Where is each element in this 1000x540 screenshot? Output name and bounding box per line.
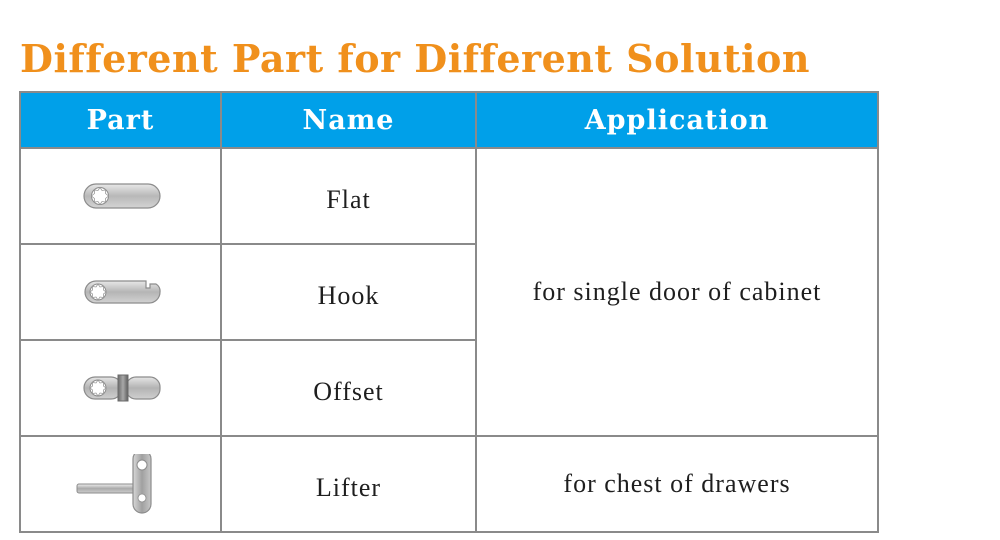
header-name: Name bbox=[221, 92, 476, 148]
application-cell: for chest of drawers bbox=[476, 436, 878, 532]
part-name: Offset bbox=[221, 340, 476, 436]
part-image-cell bbox=[20, 436, 221, 532]
offset-cam-icon bbox=[76, 368, 166, 408]
part-image-cell bbox=[20, 148, 221, 244]
part-name: Hook bbox=[221, 244, 476, 340]
header-part: Part bbox=[20, 92, 221, 148]
part-image-cell bbox=[20, 340, 221, 436]
part-name: Lifter bbox=[221, 436, 476, 532]
application-cell: for single door of cabinet bbox=[476, 148, 878, 436]
lifter-cam-icon bbox=[71, 454, 171, 514]
hook-cam-icon bbox=[76, 272, 166, 312]
table-header-row bbox=[20, 92, 878, 148]
header-application: Application bbox=[476, 92, 878, 148]
part-image-cell bbox=[20, 244, 221, 340]
part-name: Flat bbox=[221, 148, 476, 244]
page-title: Different Part for Different Solution bbox=[20, 36, 810, 81]
parts-table bbox=[19, 91, 879, 533]
table-row bbox=[20, 148, 878, 244]
flat-cam-icon bbox=[76, 176, 166, 216]
table-row bbox=[20, 436, 878, 532]
